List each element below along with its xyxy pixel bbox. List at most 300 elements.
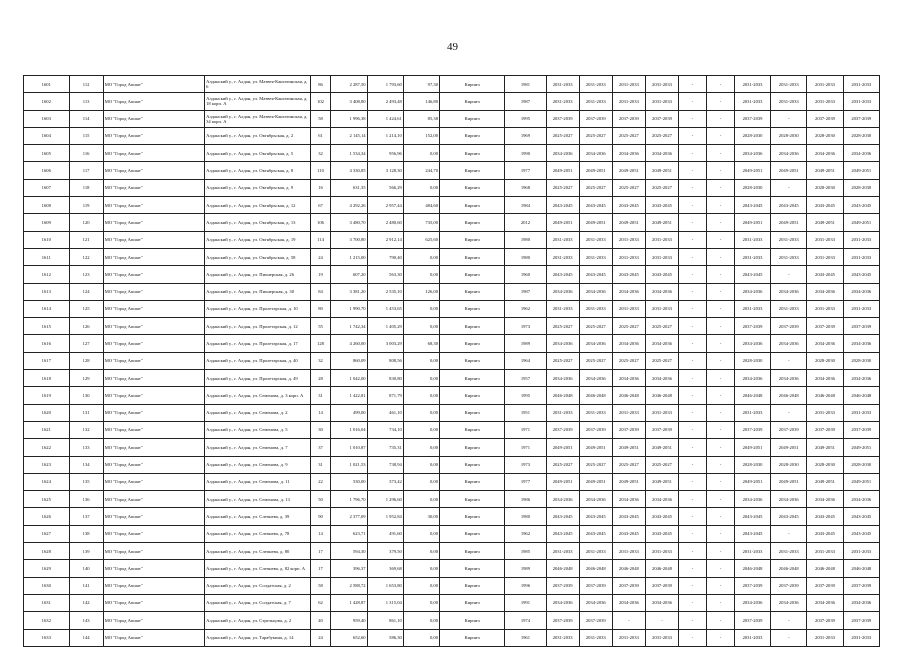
cell-build-year: 1968 xyxy=(505,179,546,196)
cell-living-area: 586,30 xyxy=(367,629,403,646)
cell-residents: 37 xyxy=(310,439,331,456)
cell-build-year: 1974 xyxy=(505,612,546,629)
cell-work-period-4: 2043-2045 xyxy=(645,525,678,542)
cell-living-area: 735,31 xyxy=(367,439,403,456)
cell-municipality: МО "Город Апшат" xyxy=(103,162,204,179)
cell-work-period-7: 2043-2045 xyxy=(734,266,770,283)
cell-work-period-9: 2043-2045 xyxy=(807,508,843,525)
cell-work-period-3: 2049-2051 xyxy=(612,439,645,456)
cell-total-area: 1 990,70 xyxy=(331,300,367,317)
cell-work-period-8: 2034-2036 xyxy=(771,335,807,352)
cell-residents: 55 xyxy=(310,318,331,335)
cell-residents: 90 xyxy=(310,508,331,525)
cell-work-period-10: 2046-2048 xyxy=(843,387,879,404)
cell-living-area: 2 480,60 xyxy=(367,214,403,231)
cell-work-period-7: 2031-2033 xyxy=(734,76,770,93)
cell-total-area: 2 588,72 xyxy=(331,577,367,594)
cell-work-period-10: 2034-2036 xyxy=(843,594,879,611)
cell-living-area: 1 315,04 xyxy=(367,594,403,611)
cell-municipality: МО "Город Апшат" xyxy=(103,543,204,560)
cell-total-area: 1 422,81 xyxy=(331,387,367,404)
table-row xyxy=(24,421,880,438)
cell-wall-material: Кирпич xyxy=(440,145,505,162)
cell-work-period-2: 2034-2036 xyxy=(579,594,612,611)
cell-work-period-10: 2028-2030 xyxy=(843,456,879,473)
cell-work-period-7: 2046-2048 xyxy=(734,560,770,577)
cell-nonresidential-area: 0,00 xyxy=(403,370,439,387)
cell-work-period-7: 2034-2036 xyxy=(734,335,770,352)
cell-work-period-6: - xyxy=(706,110,734,127)
cell-list-number: 128 xyxy=(69,352,103,369)
table-row xyxy=(24,473,880,490)
cell-work-period-3: 2031-2033 xyxy=(612,76,645,93)
cell-work-period-5: - xyxy=(679,300,707,317)
cell-work-period-8: 2046-2048 xyxy=(771,387,807,404)
cell-work-period-9: 2031-2033 xyxy=(807,231,843,248)
cell-work-period-1: 2025-2027 xyxy=(546,127,579,144)
cell-work-period-1: 2025-2027 xyxy=(546,179,579,196)
cell-living-area: 861,10 xyxy=(367,612,403,629)
table-row xyxy=(24,214,880,231)
cell-work-period-3: 2025-2027 xyxy=(612,127,645,144)
cell-work-period-10: 2037-2039 xyxy=(843,612,879,629)
cell-wall-material: Кирпич xyxy=(440,421,505,438)
cell-work-period-2: 2031-2033 xyxy=(579,248,612,265)
cell-work-period-1: 2049-2051 xyxy=(546,473,579,490)
cell-build-year: 1957 xyxy=(505,370,546,387)
cell-work-period-1: 2031-2033 xyxy=(546,76,579,93)
cell-living-area: 734,10 xyxy=(367,421,403,438)
cell-address: Алданский у., г. Алдан, ул. Матвея-Кангатинская, д. 6 xyxy=(205,76,311,93)
cell-nonresidential-area: 97,30 xyxy=(403,76,439,93)
cell-residents: 32 xyxy=(310,352,331,369)
cell-work-period-3: 2031-2033 xyxy=(612,300,645,317)
cell-list-number: 141 xyxy=(69,577,103,594)
cell-nonresidential-area: 0,00 xyxy=(403,266,439,283)
cell-living-area: 563,30 xyxy=(367,266,403,283)
cell-work-period-5: - xyxy=(679,560,707,577)
cell-address: Алданский у., г. Алдан, ул. Слепнева, д. 78 xyxy=(205,525,311,542)
cell-work-period-1: 2037-2039 xyxy=(546,110,579,127)
cell-living-area: 491,60 xyxy=(367,525,403,542)
cell-work-period-6: - xyxy=(706,629,734,646)
cell-work-period-5: - xyxy=(679,110,707,127)
cell-work-period-4: 2031-2033 xyxy=(645,404,678,421)
cell-work-period-9: 2034-2036 xyxy=(807,491,843,508)
table-row xyxy=(24,387,880,404)
cell-nonresidential-area: 0,00 xyxy=(403,145,439,162)
cell-work-period-8: 2034-2036 xyxy=(771,370,807,387)
cell-work-period-8: 2034-2036 xyxy=(771,491,807,508)
cell-address: Алданский у., г. Алдан, ул. Семенова, д. 3 корп. А xyxy=(205,387,311,404)
cell-work-period-7: 2043-2045 xyxy=(734,197,770,214)
cell-work-period-9: 2031-2033 xyxy=(807,248,843,265)
cell-work-period-3: 2037-2039 xyxy=(612,110,645,127)
cell-living-area: 1 793,60 xyxy=(367,76,403,93)
cell-living-area: 790,40 xyxy=(367,248,403,265)
cell-work-period-9: 2034-2036 xyxy=(807,335,843,352)
cell-work-period-7: 2031-2033 xyxy=(734,248,770,265)
cell-work-period-4: 2034-2036 xyxy=(645,145,678,162)
cell-address: Алданский у., г. Алдан, ул. Пролетарская, д. 49 xyxy=(205,370,311,387)
cell-work-period-2: 2034-2036 xyxy=(579,145,612,162)
cell-work-period-5: - xyxy=(679,352,707,369)
cell-living-area: 1 405,29 xyxy=(367,318,403,335)
cell-work-period-9: 2034-2036 xyxy=(807,370,843,387)
cell-row-number: 1629 xyxy=(24,560,70,577)
cell-row-number: 1625 xyxy=(24,491,70,508)
cell-address: Алданский у., г. Алдан, ул. Солдатская, д. 7 xyxy=(205,594,311,611)
cell-list-number: 137 xyxy=(69,508,103,525)
cell-municipality: МО "Город Апшат" xyxy=(103,335,204,352)
cell-work-period-9: 2049-2051 xyxy=(807,473,843,490)
cell-work-period-5: - xyxy=(679,525,707,542)
cell-work-period-6: - xyxy=(706,473,734,490)
cell-work-period-10: 2037-2039 xyxy=(843,110,879,127)
cell-wall-material: Кирпич xyxy=(440,300,505,317)
cell-work-period-6: - xyxy=(706,214,734,231)
cell-residents: 14 xyxy=(310,404,331,421)
cell-work-period-10: 2028-2030 xyxy=(843,127,879,144)
cell-nonresidential-area: 0,00 xyxy=(403,577,439,594)
cell-work-period-7: 2028-2030 xyxy=(734,127,770,144)
cell-row-number: 1612 xyxy=(24,266,70,283)
cell-work-period-4: 2037-2039 xyxy=(645,110,678,127)
cell-total-area: 2 145,14 xyxy=(331,127,367,144)
cell-work-period-1: 2031-2033 xyxy=(546,93,579,110)
cell-work-period-7: 2037-2039 xyxy=(734,318,770,335)
cell-row-number: 1630 xyxy=(24,577,70,594)
cell-nonresidential-area: 0,00 xyxy=(403,248,439,265)
cell-work-period-3: 2037-2039 xyxy=(612,577,645,594)
cell-living-area: 566,29 xyxy=(367,179,403,196)
cell-work-period-8: 2049-2051 xyxy=(771,439,807,456)
cell-work-period-5: - xyxy=(679,179,707,196)
table-row xyxy=(24,231,880,248)
cell-work-period-8: 2031-2033 xyxy=(771,543,807,560)
cell-work-period-7: 2031-2033 xyxy=(734,404,770,421)
cell-row-number: 1603 xyxy=(24,110,70,127)
cell-address: Алданский у., г. Алдан, ул. Солдатская, д. 2 xyxy=(205,577,311,594)
cell-work-period-9: 2031-2033 xyxy=(807,404,843,421)
cell-wall-material: Кирпич xyxy=(440,543,505,560)
cell-work-period-10: 2049-2051 xyxy=(843,162,879,179)
cell-build-year: 1991 xyxy=(505,594,546,611)
cell-wall-material: Кирпич xyxy=(440,93,505,110)
cell-total-area: 1 742,34 xyxy=(331,318,367,335)
cell-total-area: 860,09 xyxy=(331,352,367,369)
cell-work-period-3: 2043-2045 xyxy=(612,266,645,283)
cell-work-period-10: 2028-2030 xyxy=(843,179,879,196)
cell-work-period-4: - xyxy=(645,612,678,629)
cell-wall-material: Кирпич xyxy=(440,560,505,577)
cell-residents: 40 xyxy=(310,612,331,629)
cell-work-period-8: - xyxy=(771,525,807,542)
cell-address: Алданский у., г. Алдан, ул. Октябрьская, д. 19 xyxy=(205,231,311,248)
cell-row-number: 1622 xyxy=(24,439,70,456)
cell-nonresidential-area: 0,00 xyxy=(403,456,439,473)
cell-work-period-6: - xyxy=(706,248,734,265)
cell-work-period-4: 2031-2033 xyxy=(645,93,678,110)
table-row xyxy=(24,283,880,300)
cell-municipality: МО "Город Апшат" xyxy=(103,266,204,283)
cell-row-number: 1602 xyxy=(24,93,70,110)
cell-row-number: 1609 xyxy=(24,214,70,231)
cell-work-period-5: - xyxy=(679,508,707,525)
cell-work-period-8: 2049-2051 xyxy=(771,473,807,490)
cell-work-period-7: 2043-2045 xyxy=(734,525,770,542)
cell-work-period-9: 2028-2030 xyxy=(807,127,843,144)
cell-wall-material: Кирпич xyxy=(440,387,505,404)
cell-work-period-1: 2034-2036 xyxy=(546,594,579,611)
cell-work-period-8: - xyxy=(771,266,807,283)
cell-work-period-9: 2037-2039 xyxy=(807,318,843,335)
cell-row-number: 1628 xyxy=(24,543,70,560)
cell-address: Алданский у., г. Алдан, ул. Семенова, д. 7 xyxy=(205,439,311,456)
cell-work-period-8: 2031-2033 xyxy=(771,93,807,110)
cell-nonresidential-area: 0,00 xyxy=(403,629,439,646)
cell-work-period-2: 2034-2036 xyxy=(579,491,612,508)
cell-address: Алданский у., г. Алдан, ул. Семенова, д. 13 xyxy=(205,491,311,508)
cell-wall-material: Кирпич xyxy=(440,439,505,456)
cell-work-period-10: 2031-2033 xyxy=(843,248,879,265)
cell-list-number: 127 xyxy=(69,335,103,352)
cell-work-period-8: 2043-2045 xyxy=(771,508,807,525)
cell-address: Алданский у., г. Алдан, ул. Семенова, д. 5 xyxy=(205,421,311,438)
cell-wall-material: Кирпич xyxy=(440,110,505,127)
table-row xyxy=(24,404,880,421)
cell-wall-material: Кирпич xyxy=(440,197,505,214)
cell-work-period-9: 2031-2033 xyxy=(807,76,843,93)
cell-work-period-1: 2025-2027 xyxy=(546,352,579,369)
cell-work-period-3: 2031-2033 xyxy=(612,629,645,646)
cell-list-number: 112 xyxy=(69,76,103,93)
cell-build-year: 1984 xyxy=(505,197,546,214)
cell-total-area: 1 534,34 xyxy=(331,145,367,162)
cell-work-period-5: - xyxy=(679,283,707,300)
cell-row-number: 1604 xyxy=(24,127,70,144)
cell-address: Алданский у., г. Алдан, ул. Октябрьская, д. 13 xyxy=(205,214,311,231)
cell-work-period-5: - xyxy=(679,473,707,490)
cell-municipality: МО "Город Апшат" xyxy=(103,612,204,629)
cell-municipality: МО "Город Апшат" xyxy=(103,439,204,456)
table-row xyxy=(24,456,880,473)
cell-work-period-8: 2031-2033 xyxy=(771,300,807,317)
cell-wall-material: Кирпич xyxy=(440,404,505,421)
cell-work-period-4: 2046-2048 xyxy=(645,560,678,577)
cell-municipality: МО "Город Апшат" xyxy=(103,456,204,473)
cell-build-year: 1985 xyxy=(505,543,546,560)
cell-residents: 106 xyxy=(310,214,331,231)
cell-work-period-7: 2049-2051 xyxy=(734,439,770,456)
cell-work-period-4: 2031-2033 xyxy=(645,543,678,560)
cell-work-period-1: 2037-2039 xyxy=(546,421,579,438)
cell-total-area: 3 700,80 xyxy=(331,231,367,248)
cell-build-year: 1980 xyxy=(505,508,546,525)
table-row xyxy=(24,335,880,352)
cell-list-number: 125 xyxy=(69,300,103,317)
cell-work-period-2: 2046-2048 xyxy=(579,387,612,404)
cell-work-period-10: 2028-2030 xyxy=(843,352,879,369)
cell-work-period-4: 2034-2036 xyxy=(645,335,678,352)
cell-wall-material: Кирпич xyxy=(440,491,505,508)
cell-work-period-4: 2031-2033 xyxy=(645,300,678,317)
cell-list-number: 121 xyxy=(69,231,103,248)
cell-nonresidential-area: 244,70 xyxy=(403,162,439,179)
cell-work-period-9: 2046-2048 xyxy=(807,560,843,577)
cell-work-period-7: 2037-2039 xyxy=(734,577,770,594)
cell-work-period-10: 2043-2045 xyxy=(843,266,879,283)
cell-work-period-5: - xyxy=(679,266,707,283)
cell-wall-material: Кирпич xyxy=(440,577,505,594)
cell-build-year: 1990 xyxy=(505,145,546,162)
cell-work-period-10: 2049-2051 xyxy=(843,439,879,456)
cell-work-period-9: 2049-2051 xyxy=(807,214,843,231)
cell-work-period-5: - xyxy=(679,370,707,387)
cell-nonresidential-area: 30,00 xyxy=(403,508,439,525)
cell-list-number: 124 xyxy=(69,283,103,300)
cell-residents: 24 xyxy=(310,248,331,265)
cell-work-period-8: 2031-2033 xyxy=(771,248,807,265)
cell-row-number: 1624 xyxy=(24,473,70,490)
cell-work-period-9: 2037-2039 xyxy=(807,421,843,438)
cell-build-year: 1951 xyxy=(505,404,546,421)
cell-living-area: 956,96 xyxy=(367,145,403,162)
cell-work-period-8: 2037-2039 xyxy=(771,421,807,438)
cell-work-period-4: 2049-2051 xyxy=(645,214,678,231)
cell-work-period-3: 2034-2036 xyxy=(612,370,645,387)
cell-work-period-7: 2031-2033 xyxy=(734,543,770,560)
cell-work-period-3: - xyxy=(612,612,645,629)
cell-address: Алданский у., г. Алдан, ул. Семенова, д. 2 xyxy=(205,404,311,421)
cell-work-period-10: 2043-2045 xyxy=(843,525,879,542)
table-row xyxy=(24,145,880,162)
cell-work-period-4: 2043-2045 xyxy=(645,508,678,525)
cell-wall-material: Кирпич xyxy=(440,473,505,490)
cell-build-year: 2012 xyxy=(505,214,546,231)
cell-row-number: 1633 xyxy=(24,629,70,646)
cell-total-area: 530,00 xyxy=(331,473,367,490)
cell-residents: 31 xyxy=(310,387,331,404)
cell-work-period-10: 2034-2036 xyxy=(843,145,879,162)
cell-living-area: 1 214,10 xyxy=(367,127,403,144)
cell-work-period-3: 2034-2036 xyxy=(612,594,645,611)
cell-work-period-8: 2049-2051 xyxy=(771,162,807,179)
cell-work-period-5: - xyxy=(679,127,707,144)
cell-work-period-8: 2034-2036 xyxy=(771,594,807,611)
cell-wall-material: Кирпич xyxy=(440,456,505,473)
cell-nonresidential-area: 735,00 xyxy=(403,214,439,231)
cell-row-number: 1620 xyxy=(24,404,70,421)
cell-row-number: 1611 xyxy=(24,248,70,265)
cell-work-period-9: 2034-2036 xyxy=(807,283,843,300)
cell-total-area: 396,37 xyxy=(331,560,367,577)
table-row xyxy=(24,93,880,110)
cell-build-year: 1962 xyxy=(505,525,546,542)
cell-residents: 114 xyxy=(310,231,331,248)
cell-total-area: 4 292,26 xyxy=(331,197,367,214)
cell-residents: 61 xyxy=(310,127,331,144)
cell-work-period-3: 2025-2027 xyxy=(612,318,645,335)
cell-total-area: 499,00 xyxy=(331,404,367,421)
cell-address: Алданский у., г. Алдан, ул. Октябрьская, д. 12 xyxy=(205,197,311,214)
cell-address: Алданский у., г. Алдан, ул. Стрельцова, д. 2 xyxy=(205,612,311,629)
cell-municipality: МО "Город Апшат" xyxy=(103,473,204,490)
cell-work-period-8: - xyxy=(771,110,807,127)
cell-work-period-9: 2046-2048 xyxy=(807,387,843,404)
cell-list-number: 142 xyxy=(69,594,103,611)
cell-residents: 30 xyxy=(310,421,331,438)
cell-address: Алданский у., г. Алдан, ул. Слепнева, д. 80 xyxy=(205,543,311,560)
cell-row-number: 1627 xyxy=(24,525,70,542)
cell-work-period-7: 2034-2036 xyxy=(734,145,770,162)
cell-work-period-2: 2025-2027 xyxy=(579,179,612,196)
cell-address: Алданский у., г. Алдан, ул. Слепнева, д. 82 корп. А xyxy=(205,560,311,577)
cell-work-period-9: 2031-2033 xyxy=(807,543,843,560)
cell-work-period-4: 2049-2051 xyxy=(645,473,678,490)
cell-list-number: 123 xyxy=(69,266,103,283)
cell-wall-material: Кирпич xyxy=(440,629,505,646)
cell-living-area: 2 493,48 xyxy=(367,93,403,110)
cell-work-period-6: - xyxy=(706,318,734,335)
cell-municipality: МО "Город Апшат" xyxy=(103,231,204,248)
cell-wall-material: Кирпич xyxy=(440,594,505,611)
cell-work-period-3: 2043-2045 xyxy=(612,525,645,542)
cell-work-period-9: 2049-2051 xyxy=(807,439,843,456)
cell-work-period-6: - xyxy=(706,162,734,179)
cell-work-period-7: 2034-2036 xyxy=(734,370,770,387)
cell-nonresidential-area: 0,00 xyxy=(403,318,439,335)
cell-work-period-2: 2043-2045 xyxy=(579,266,612,283)
cell-work-period-5: - xyxy=(679,439,707,456)
cell-work-period-2: 2025-2027 xyxy=(579,127,612,144)
cell-work-period-2: 2049-2051 xyxy=(579,214,612,231)
cell-nonresidential-area: 0,00 xyxy=(403,179,439,196)
cell-work-period-8: 2028-2030 xyxy=(771,456,807,473)
page-number: 49 xyxy=(447,41,458,53)
cell-address: Алданский у., г. Алдан, ул. Октябрьская, д. 8 xyxy=(205,162,311,179)
cell-row-number: 1619 xyxy=(24,387,70,404)
cell-work-period-10: 2031-2033 xyxy=(843,231,879,248)
cell-work-period-3: 2031-2033 xyxy=(612,93,645,110)
cell-work-period-6: - xyxy=(706,456,734,473)
cell-build-year: 1973 xyxy=(505,456,546,473)
cell-row-number: 1626 xyxy=(24,508,70,525)
cell-row-number: 1615 xyxy=(24,318,70,335)
cell-work-period-6: - xyxy=(706,387,734,404)
cell-work-period-4: 2037-2039 xyxy=(645,577,678,594)
cell-work-period-2: 2037-2039 xyxy=(579,577,612,594)
cell-municipality: МО "Город Апшат" xyxy=(103,629,204,646)
cell-list-number: 116 xyxy=(69,145,103,162)
cell-living-area: 1 453,65 xyxy=(367,300,403,317)
cell-work-period-5: - xyxy=(679,594,707,611)
cell-work-period-1: 2031-2033 xyxy=(546,629,579,646)
cell-work-period-8: - xyxy=(771,404,807,421)
cell-residents: 28 xyxy=(310,370,331,387)
cell-work-period-4: 2025-2027 xyxy=(645,127,678,144)
cell-living-area: 738,94 xyxy=(367,456,403,473)
cell-work-period-8: - xyxy=(771,179,807,196)
cell-work-period-8: 2031-2033 xyxy=(771,76,807,93)
cell-work-period-10: 2046-2048 xyxy=(843,560,879,577)
cell-wall-material: Кирпич xyxy=(440,352,505,369)
cell-work-period-1: 2037-2039 xyxy=(546,612,579,629)
cell-wall-material: Кирпич xyxy=(440,127,505,144)
cell-work-period-3: 2049-2051 xyxy=(612,162,645,179)
cell-municipality: МО "Город Апшат" xyxy=(103,352,204,369)
cell-build-year: 1996 xyxy=(505,577,546,594)
